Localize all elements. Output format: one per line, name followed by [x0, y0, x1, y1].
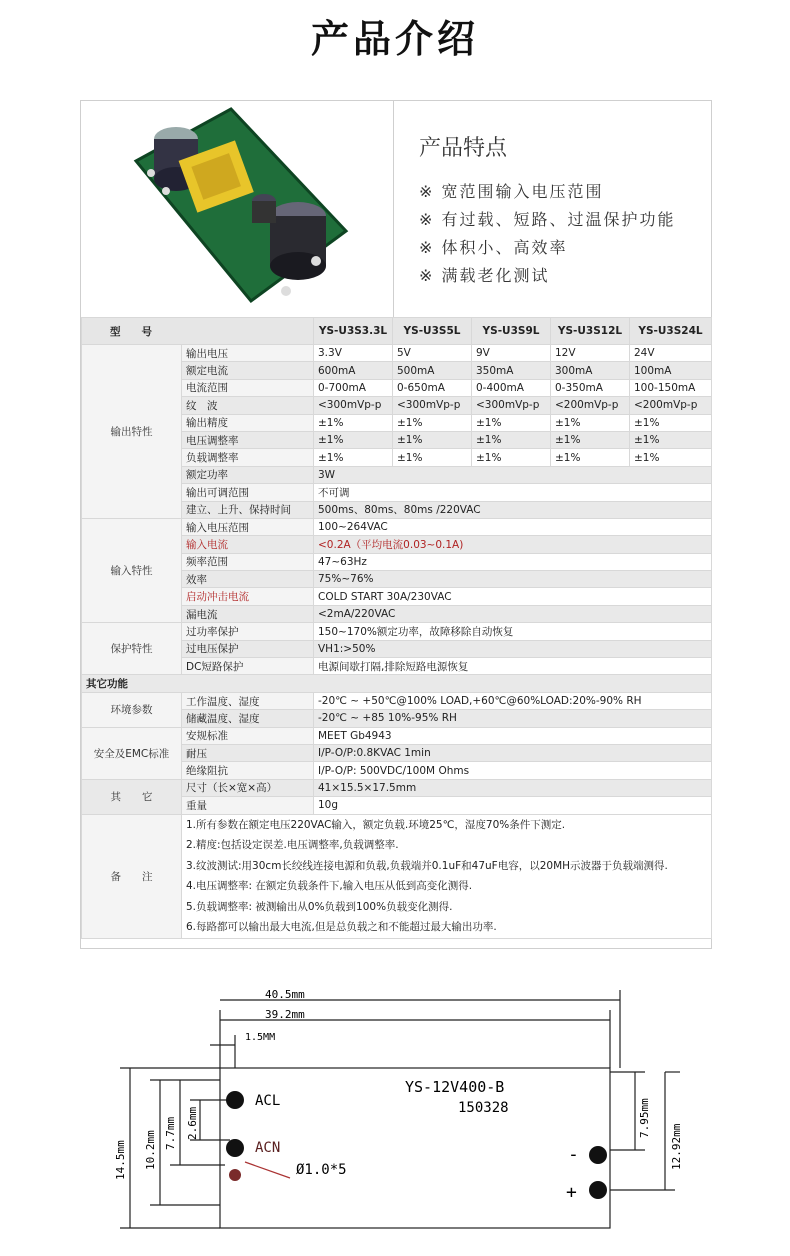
param-label: 启动冲击电流	[182, 588, 314, 605]
product-photo	[81, 101, 394, 317]
model-cell: YS-U3S3.3L	[314, 318, 393, 345]
note-item: 6.每路都可以输出最大电流,但是总负载之和不能超过最大输出功率.	[186, 921, 497, 934]
param-label: 频率范围	[182, 553, 314, 570]
value-cell: I/P-O/P:0.8KVAC 1min	[314, 744, 712, 761]
note-item: 1.所有参数在额定电压220VAC输入，额定负载.环境25℃，湿度70%条件下测定.	[186, 818, 566, 831]
param-label: 漏电流	[182, 605, 314, 622]
table-row	[82, 518, 712, 535]
param-label: 电流范围	[182, 379, 314, 396]
dim-7-7: 7.7mm	[164, 1116, 177, 1150]
param-label: 绝缘阻抗	[182, 762, 314, 779]
section-label: 其它功能	[82, 675, 712, 692]
dim-14-5: 14.5mm	[114, 1140, 127, 1180]
minus-pin	[589, 1146, 607, 1164]
value-cell: 47~63Hz	[314, 553, 712, 570]
minus-label: -	[568, 1144, 579, 1165]
param-label: 建立、上升、保持时间	[182, 501, 314, 518]
dim-1-5: 1.5MM	[245, 1032, 276, 1043]
dim-39-2: 39.2mm	[265, 1008, 305, 1021]
value-cell: <300mVp-p	[314, 397, 393, 414]
spec-header-row	[82, 318, 712, 345]
value-cell: 100mA	[630, 362, 712, 379]
value-cell: 300mA	[551, 362, 630, 379]
value-cell: 100~264VAC	[314, 518, 712, 535]
spec-table	[81, 317, 712, 939]
feature-item: ※ 宽范围输入电压范围	[419, 182, 604, 201]
notes-row	[82, 814, 712, 938]
output-section	[82, 345, 712, 519]
acn-label: ACN	[255, 1140, 281, 1156]
group-label: 其 它	[82, 779, 182, 814]
misc-section	[82, 779, 712, 814]
param-label: 过电压保护	[182, 640, 314, 657]
feature-item: ※ 体积小、高效率	[419, 238, 568, 257]
param-label: 输出电压	[182, 345, 314, 362]
param-label: 储藏温度、湿度	[182, 710, 314, 727]
value-cell: 150~170%额定功率，故障移除自动恢复	[314, 623, 712, 640]
param-label: 安规标准	[182, 727, 314, 744]
param-label: 输出可调范围	[182, 484, 314, 501]
dim-7-95: 7.95mm	[638, 1098, 651, 1138]
value-cell: 100-150mA	[630, 379, 712, 396]
value-cell: 3.3V	[314, 345, 393, 362]
value-cell: I/P-O/P: 500VDC/100M Ohms	[314, 762, 712, 779]
value-cell: 500mA	[393, 362, 472, 379]
value-cell: 500ms、80ms、80ms /220VAC	[314, 501, 712, 518]
value-cell: 0-350mA	[551, 379, 630, 396]
note-item: 3.纹波测试:用30cm长绞线连接电源和负载,负载端并0.1uF和47uF电容，以20MH示波器于负载端测得.	[186, 859, 668, 872]
dim-12-92: 12.92mm	[670, 1123, 683, 1170]
value-cell: 0-650mA	[393, 379, 472, 396]
value-cell: ±1%	[472, 449, 551, 466]
value-cell: 0-400mA	[472, 379, 551, 396]
param-label: 重量	[182, 797, 314, 814]
value-cell: VH1:>50%	[314, 640, 712, 657]
value-cell: <300mVp-p	[393, 397, 472, 414]
value-cell: <200mVp-p	[630, 397, 712, 414]
dim-2-6: 2.6mm	[186, 1106, 199, 1140]
features-block	[419, 131, 676, 290]
value-cell: -20℃ ~ +85 10%-95% RH	[314, 710, 712, 727]
value-cell: ±1%	[551, 449, 630, 466]
value-cell: 600mA	[314, 362, 393, 379]
value-cell: ±1%	[630, 431, 712, 448]
plus-pin	[589, 1181, 607, 1199]
param-label: 输入电压范围	[182, 518, 314, 535]
dimension-svg	[100, 980, 700, 1240]
value-cell: <300mVp-p	[472, 397, 551, 414]
note-item: 5.负载调整率: 被测输出从0%负载到100%负载变化测得.	[186, 900, 453, 913]
value-cell: ±1%	[630, 449, 712, 466]
plus-label: +	[566, 1182, 577, 1203]
value-cell: 9V	[472, 345, 551, 362]
group-label: 备 注	[82, 814, 182, 938]
value-cell: 5V	[393, 345, 472, 362]
model-label: 型 号	[82, 318, 314, 345]
value-cell: -20℃ ~ +50℃@100% LOAD,+60℃@60%LOAD:20%-90% RH	[314, 692, 712, 709]
spec-sheet	[80, 100, 712, 949]
model-cell: YS-U3S9L	[472, 318, 551, 345]
value-cell: 不可调	[314, 484, 712, 501]
param-label: 尺寸（长×宽×高）	[182, 779, 314, 796]
value-cell: 12V	[551, 345, 630, 362]
features-heading: 产品特点	[419, 136, 508, 161]
value-cell: ±1%	[551, 414, 630, 431]
table-row	[82, 727, 712, 744]
param-label: 输出精度	[182, 414, 314, 431]
group-label: 安全及EMC标准	[82, 727, 182, 779]
value-cell: ±1%	[472, 414, 551, 431]
value-cell: 75%~76%	[314, 571, 712, 588]
param-label: 额定电流	[182, 362, 314, 379]
group-label: 保护特性	[82, 623, 182, 675]
other-functions-row	[82, 675, 712, 692]
value-cell: 24V	[630, 345, 712, 362]
model-marking: YS-12V400-B	[405, 1078, 505, 1096]
dimension-drawing	[100, 980, 700, 1244]
value-cell: ±1%	[314, 414, 393, 431]
code-marking: 150328	[458, 1100, 509, 1116]
feature-item: ※ 满载老化测试	[419, 266, 550, 285]
model-cell: YS-U3S12L	[551, 318, 630, 345]
value-cell: ±1%	[551, 431, 630, 448]
group-label: 环境参数	[82, 692, 182, 727]
note-item: 2.精度:包括设定误差.电压调整率,负载调整率.	[186, 839, 399, 852]
page-title: 产品介绍	[310, 17, 479, 61]
feature-item: ※ 有过载、短路、过温保护功能	[419, 210, 676, 229]
dim-40-5: 40.5mm	[265, 988, 305, 1001]
param-label: 额定功率	[182, 466, 314, 483]
value-cell: 350mA	[472, 362, 551, 379]
value-cell: ±1%	[393, 431, 472, 448]
dim-10-2: 10.2mm	[144, 1130, 157, 1170]
note-item: 4.电压调整率: 在额定负载条件下,输入电压从低到高变化测得.	[186, 880, 473, 893]
table-row	[82, 345, 712, 362]
value-cell: 3W	[314, 466, 712, 483]
acl-pin	[226, 1091, 244, 1109]
value-cell: 41×15.5×17.5mm	[314, 779, 712, 796]
environment-section	[82, 692, 712, 727]
hole-marker	[229, 1169, 241, 1181]
table-row	[82, 779, 712, 796]
model-cell: YS-U3S24L	[630, 318, 712, 345]
input-section	[82, 518, 712, 622]
param-label: 效率	[182, 571, 314, 588]
model-cell: YS-U3S5L	[393, 318, 472, 345]
value-cell: COLD START 30A/230VAC	[314, 588, 712, 605]
param-label: 负载调整率	[182, 449, 314, 466]
param-label: 纹 波	[182, 397, 314, 414]
table-row	[82, 692, 712, 709]
table-row	[82, 623, 712, 640]
group-label: 输出特性	[82, 345, 182, 519]
value-cell: ±1%	[393, 414, 472, 431]
value-cell: 0-700mA	[314, 379, 393, 396]
hole-label: Ø1.0*5	[296, 1162, 347, 1178]
param-label: 电压调整率	[182, 431, 314, 448]
value-cell: <2mA/220VAC	[314, 605, 712, 622]
value-cell: 电源间歇打隔,排除短路电源恢复	[314, 658, 712, 675]
value-cell: <200mVp-p	[551, 397, 630, 414]
pcb-board-image	[81, 101, 393, 317]
protection-section	[82, 623, 712, 675]
acl-label: ACL	[255, 1093, 281, 1109]
safety-section	[82, 727, 712, 779]
acn-pin	[226, 1139, 244, 1157]
param-label: 输入电流	[182, 536, 314, 553]
value-cell: ±1%	[472, 431, 551, 448]
group-label: 输入特性	[82, 518, 182, 622]
value-cell: ±1%	[630, 414, 712, 431]
notes-cell	[182, 814, 712, 938]
param-label: DC短路保护	[182, 658, 314, 675]
value-cell: ±1%	[314, 449, 393, 466]
param-label: 过功率保护	[182, 623, 314, 640]
value-cell: <0.2A（平均电流0.03~0.1A)	[314, 536, 712, 553]
value-cell: ±1%	[393, 449, 472, 466]
value-cell: 10g	[314, 797, 712, 814]
value-cell: ±1%	[314, 431, 393, 448]
value-cell: MEET Gb4943	[314, 727, 712, 744]
param-label: 工作温度、湿度	[182, 692, 314, 709]
param-label: 耐压	[182, 744, 314, 761]
product-header	[81, 101, 711, 318]
